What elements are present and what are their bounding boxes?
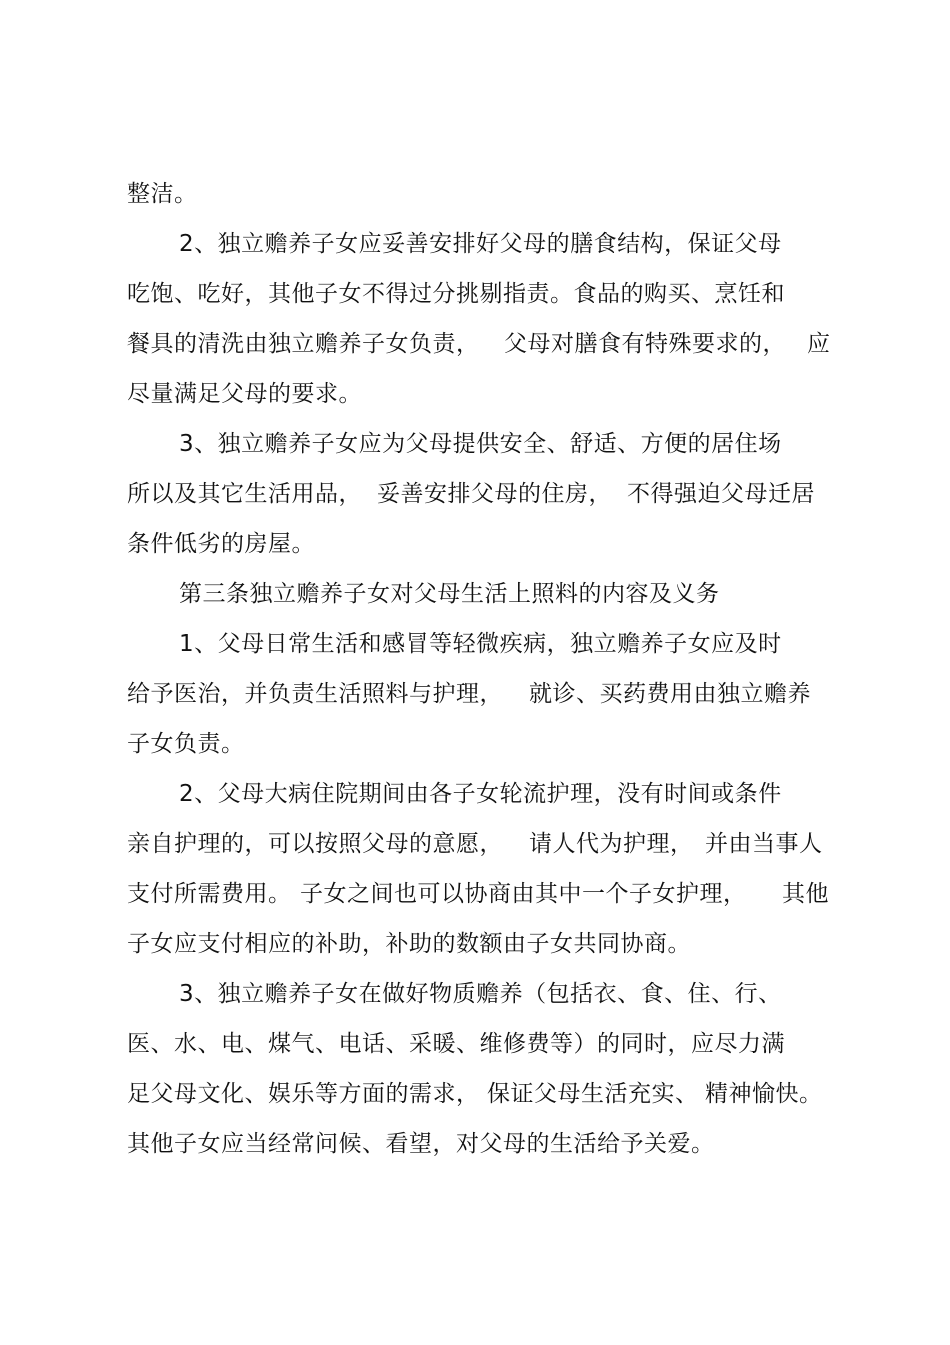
text-segment: 并由当事人: [705, 831, 823, 857]
text-segment: 吃饱、吃好，其他子女不得过分挑剔指责。食品的购买、烹饪和: [127, 281, 785, 307]
text-segment: 所以及其它生活用品，: [127, 481, 362, 507]
text-segment: 3、独立赡养子女应为父母提供安全、舒适、方便的居住场: [179, 431, 782, 457]
text-segment: 2、父母大病住院期间由各子女轮流护理，没有时间或条件: [179, 781, 782, 807]
text-segment: 足父母文化、娱乐等方面的需求，: [127, 1081, 480, 1107]
text-segment: 父母对膳食有特殊要求的，: [504, 331, 786, 357]
text-segment: 请人代为护理，: [529, 831, 694, 857]
text-segment: 支付所需费用。: [127, 881, 292, 907]
text-segment: 保证父母生活充实、: [487, 1081, 699, 1107]
text-segment: 条件低劣的房屋。: [127, 531, 315, 557]
text-segment: 整洁。: [127, 181, 198, 207]
text-segment: 1、父母日常生活和感冒等轻微疾病，独立赡养子女应及时: [179, 631, 782, 657]
text-segment: 医、水、电、煤气、电话、采暖、维修费等）的同时，应尽力满: [127, 1031, 785, 1057]
text-segment: 其他: [782, 881, 829, 907]
text-segment: 子女应支付相应的补助，补助的数额由子女共同协商。: [127, 931, 691, 957]
text-segment: 精神愉快。: [705, 1081, 823, 1107]
text-segment: 就诊、买药费用由独立赡养: [529, 681, 811, 707]
text-segment: 亲自护理的，可以按照父母的意愿，: [127, 831, 503, 857]
text-segment: 其他子女应当经常问候、看望，对父母的生活给予关爱。: [127, 1131, 715, 1157]
text-segment: 2、独立赡养子女应妥善安排好父母的膳食结构，保证父母: [179, 231, 782, 257]
text-segment: 给予医治，并负责生活照料与护理，: [127, 681, 503, 707]
text-segment: 子女负责。: [127, 731, 245, 757]
text-segment: 第三条独立赡养子女对父母生活上照料的内容及义务: [179, 581, 720, 607]
text-segment: 应: [807, 331, 831, 357]
text-segment: 不得强迫父母迁居: [627, 481, 815, 507]
text-segment: 尽量满足父母的要求。: [127, 381, 362, 407]
text-segment: 餐具的清洗由独立赡养子女负责，: [127, 331, 480, 357]
text-segment: 子女之间也可以协商由其中一个子女护理，: [300, 881, 747, 907]
text-segment: 3、独立赡养子女在做好物质赡养（包括衣、食、住、行、: [179, 981, 782, 1007]
text-segment: 妥善安排父母的住房，: [377, 481, 612, 507]
